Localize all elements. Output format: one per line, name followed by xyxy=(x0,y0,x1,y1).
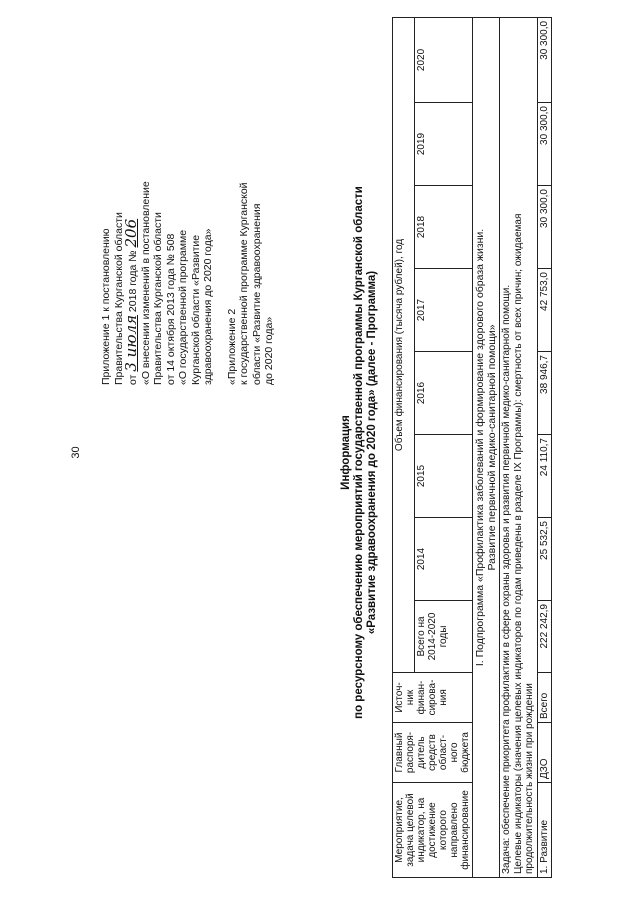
header-measure: Мероприятие, задача целевой индикатор, на достижение которого направлено финансирование xyxy=(393,783,473,878)
appendix-line-1: Приложение 1 к постановлению xyxy=(100,228,112,385)
header-manager: Главный распоря-дитель средств област-ного бюджета xyxy=(393,723,473,783)
appendix-line-3 xyxy=(122,45,140,385)
handwritten-number: 206 xyxy=(122,218,140,248)
header-year: 2015 xyxy=(415,435,473,518)
appendix-line-12: области «Развитие здравоохранения xyxy=(250,203,263,385)
table-row xyxy=(537,17,551,877)
header-year: 2017 xyxy=(415,269,473,352)
cell-measure: 1. Развитие xyxy=(537,783,551,878)
cell-2016: 38 946,7 xyxy=(537,352,551,435)
header-total: Всего на 2014-2020 годы xyxy=(415,601,473,673)
header-year: 2020 xyxy=(415,17,473,102)
appendix-date-mid: 2018 года № xyxy=(127,250,139,313)
header-year: 2018 xyxy=(415,186,473,269)
subprogram-heading xyxy=(473,17,500,877)
cell-source: Всего xyxy=(537,673,551,723)
title-line-2: по ресурсному обеспечению мероприятий государственной программы Курганской области xyxy=(353,186,365,719)
cell-2015: 24 110,7 xyxy=(537,435,551,518)
appendix-line-9: здравоохранения до 2020 года» xyxy=(202,228,214,385)
appendix-line-8: Курганской области «Развитие xyxy=(189,234,202,385)
appendix-line-4: «О внесении изменений в постановление xyxy=(139,181,152,385)
header-year: 2014 xyxy=(415,518,473,601)
cell-2018: 30 300,0 xyxy=(537,186,551,269)
appendix-line-2: Правительства Курганской области xyxy=(112,212,125,385)
appendix-line-6: от 14 октября 2013 года № 508 xyxy=(164,233,177,385)
appendix-line-11: к государственной программе Курганской xyxy=(238,182,250,385)
title-line-1: Информация xyxy=(340,415,352,490)
task-line-3: продолжительность жизни при рождении xyxy=(524,683,535,874)
page-number: 30 xyxy=(70,446,82,459)
appendix-line-5: Правительства Курганской области xyxy=(152,212,164,385)
document-title xyxy=(340,0,379,905)
cell-2014: 25 532,5 xyxy=(537,518,551,601)
header-funding: Объем финансирования (тысяча рублей), год xyxy=(393,17,415,672)
cell-2017: 42 753,0 xyxy=(537,269,551,352)
appendix-line-10: «Приложение 2 xyxy=(225,308,238,385)
appendix-line-7: «О государственной программе xyxy=(177,229,189,385)
handwritten-date: 3 июля xyxy=(122,314,140,372)
header-year: 2016 xyxy=(415,352,473,435)
task-line-1: Задача: обеспечение приоритета профилактики в сфере охраны здоровья и развития первичной медико-санитарной помощи. xyxy=(501,284,512,874)
funding-table xyxy=(392,17,552,878)
appendix-line-13: до 2020 года» xyxy=(263,316,275,385)
cell-total: 222 242,9 xyxy=(537,601,551,673)
appendix-date-prefix: от xyxy=(127,374,139,385)
task-line-2: Целевые индикаторы (значения целевых индикаторов по годам приведены в разделе IX Программы): смертность от всех причин; ожидаемая xyxy=(512,213,524,874)
header-source: Источ-ник финан-сирова-ния xyxy=(393,673,473,723)
header-year: 2019 xyxy=(415,103,473,186)
cell-2020: 30 300,0 xyxy=(537,17,551,102)
subprogram-line-1: I. Подпрограмма «Профилактика заболеваний и формирование здорового образа жизни. xyxy=(474,228,486,667)
appendix-block xyxy=(100,45,276,385)
task-description xyxy=(500,17,538,877)
cell-manager: ДЗО xyxy=(537,723,551,783)
title-line-3: «Развитие здравоохранения до 2020 года» (далее - Программа) xyxy=(366,270,378,635)
subprogram-line-2: Развитие первичной медико-санитарной помощи» xyxy=(486,324,498,571)
cell-2019: 30 300,0 xyxy=(537,103,551,186)
